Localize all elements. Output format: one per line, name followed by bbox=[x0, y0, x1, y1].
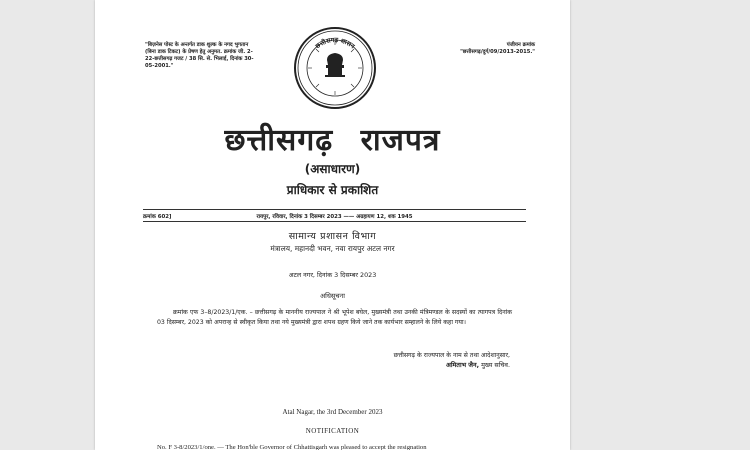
department-name: सामान्य प्रशासन विभाग bbox=[288, 231, 377, 242]
hindi-notification-body: क्रमांक एफ 3–8/2023/1/एक. – छत्तीसगढ़ के माननीय राज्यपाल ने श्री भूपेश बघेल, मुख्यमंत्री तथा उनकी मंत्रिमण्डल के सदस्यों का त्यागपत्र दिनांक 03 दिसम्बर, 2023 को अपरान्ह से स्वीकृत किया तथा नये मुख्यमंत्री द्वारा शपथ ग्रहण किये जाने तक कार्यभार सम्हालने के लिये कहा गया। bbox=[157, 309, 512, 326]
signer-title: मुख्य सचिव. bbox=[481, 361, 510, 369]
english-date: Atal Nagar, the 3rd December 2023 bbox=[282, 408, 383, 416]
department-address: मंत्रालय, महानदी भवन, नवा रायपुर अटल नगर bbox=[270, 244, 395, 253]
gazette-title: छत्तीसगढ़ राजपत्र bbox=[224, 123, 441, 158]
postal-permit-note: "बिज़नेस पोस्ट के अन्तर्गत डाक शुल्क के नगद भुगतान (बिना डाक टिकट) के प्रेषण हेतु अनुमत. क्रमांक जी. 2-22-छत्तीसगढ़ गजट / 38 सि. से. भिलाई, दिनांक 30-05-2001." bbox=[145, 42, 254, 69]
bottom-rule bbox=[143, 221, 526, 222]
lion-capital-icon bbox=[325, 53, 345, 77]
english-notification-heading: NOTIFICATION bbox=[305, 427, 360, 435]
english-notification-body: No. F 3-8/2023/1/one. — The Hon'ble Governor of Chhattisgarh was pleased to accept the resignation bbox=[157, 444, 427, 450]
signatory bbox=[295, 360, 510, 369]
order-line: छत्तीसगढ़ के राज्यपाल के नाम से तथा आदेशानुसार, bbox=[393, 352, 510, 359]
hindi-notification-heading: अधिसूचना bbox=[320, 292, 345, 300]
state-emblem-seal bbox=[293, 26, 377, 110]
registration-block bbox=[415, 42, 535, 56]
top-rule bbox=[143, 209, 526, 210]
seal-text: छत्तीसगढ़ शासन bbox=[313, 35, 357, 51]
authority-line: प्राधिकार से प्रकाशित bbox=[286, 183, 379, 197]
issue-date: रायपुर, रविवार, दिनांक 3 दिसम्बर 2023 —— अग्रहायण 12, शक 1945 bbox=[256, 214, 413, 220]
extraordinary-label: (असाधारण) bbox=[304, 162, 361, 176]
signer-name: अमिताभ जैन, bbox=[445, 361, 480, 369]
svg-text:छत्तीसगढ़ शासन bbox=[313, 36, 357, 51]
gazette-page bbox=[95, 0, 570, 450]
registration-number: "छत्तीसगढ़/दुर्ग/09/2013-2015." bbox=[460, 49, 535, 55]
registration-label: पंजीयन क्रमांक bbox=[506, 42, 535, 48]
issue-number: क्रमांक 602] bbox=[143, 214, 172, 220]
hindi-date: अटल नगर, दिनांक 3 दिसम्बर 2023 bbox=[288, 271, 377, 279]
